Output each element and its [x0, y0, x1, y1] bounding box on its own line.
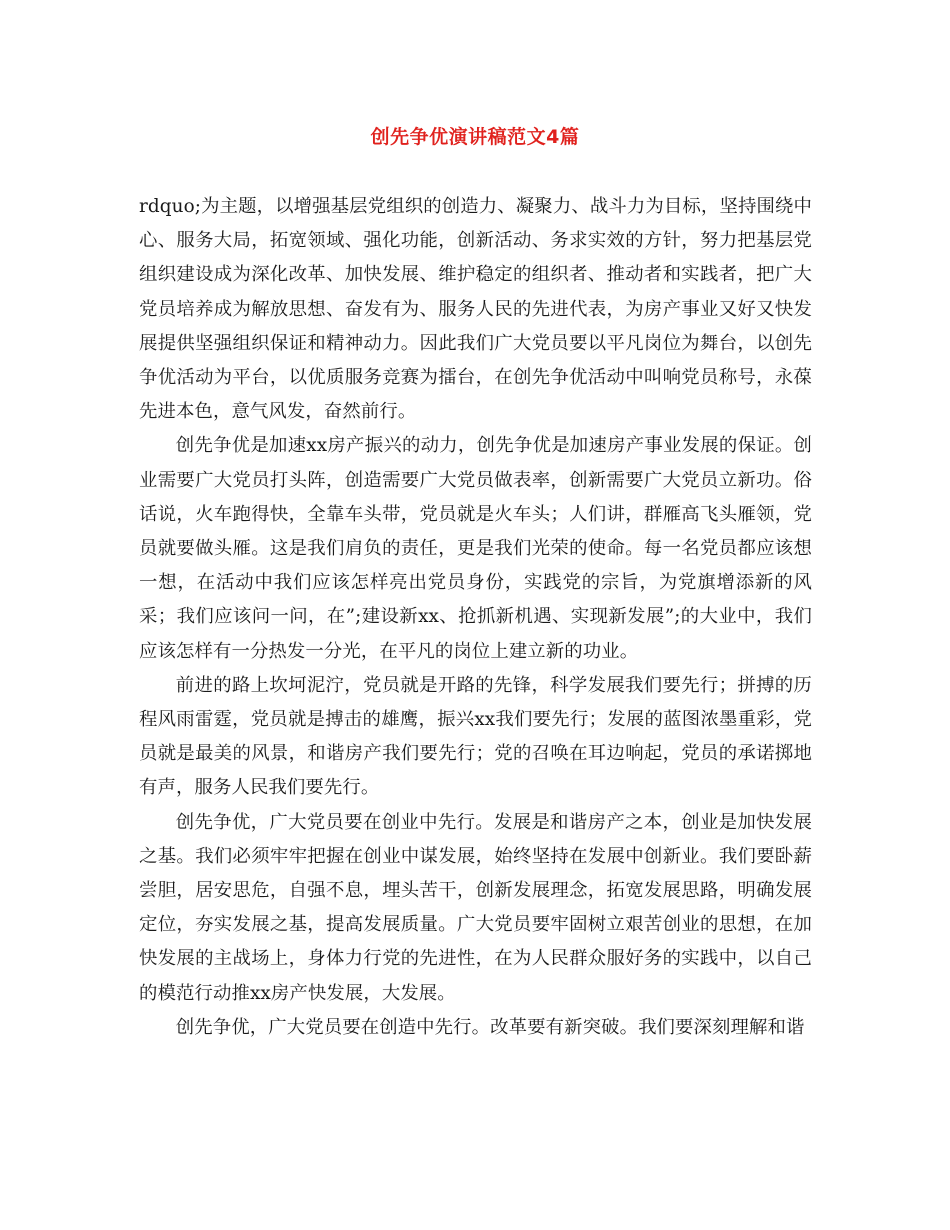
paragraph-4: 创先争优，广大党员要在创业中先行。发展是和谐房产之本，创业是加快发展之基。我们必须牢牢把握在创业中谋发展，始终坚持在发展中创新业。我们要卧薪尝胆，居安思危，自强不息，埋头苦干，创新发展理念，拓宽发展思路，明确发展定位，夯实发展之基，提高发展质量。广大党员要牢固树立艰苦创业的思想，在加快发展的主战场上，身体力行党的先进性，在为人民群众服好务的实践中，以自己的模范行动推xx房产快发展，大发展。 [139, 811, 812, 1004]
paragraph-5: 创先争优，广大党员要在创造中先行。改革要有新突破。我们要深刻理解和谐 [175, 1016, 805, 1038]
paragraph-3: 前进的路上坎坷泥泞，党员就是开路的先锋，科学发展我们要先行；拼搏的历程风雨雷霆，党员就是搏击的雄鹰，振兴xx我们要先行；发展的蓝图浓墨重彩，党员就是最美的风景，和谐房产我们要先行；党的召唤在耳边响起，党员的承诺掷地有声，服务人民我们要先行。 [139, 674, 812, 799]
document-title: 创先争优演讲稿范文4篇 [370, 126, 580, 148]
document-body [139, 190, 812, 1045]
paragraph-2: 创先争优是加速xx房产振兴的动力，创先争优是加速房产事业发展的保证。创业需要广大党员打头阵，创造需要广大党员做表率，创新需要广大党员立新功。俗话说，火车跑得快，全靠车头带，党员就是火车头；人们讲，群雁高飞头雁领，党员就要做头雁。这是我们肩负的责任，更是我们光荣的使命。每一名党员都应该想一想，在活动中我们应该怎样亮出党员身份，实践党的宗旨，为党旗增添新的风采；我们应该问一问，在”;建设新xx、抢抓新机遇、实现新发展”;的大业中，我们应该怎样有一分热发一分光，在平凡的岗位上建立新的功业。 [139, 435, 812, 662]
paragraph-1: rdquo;为主题，以增强基层党组织的创造力、凝聚力、战斗力为目标，坚持围绕中心、服务大局，拓宽领域、强化功能，创新活动、务求实效的方针，努力把基层党组织建设成为深化改革、加快发展、维护稳定的组织者、推动者和实践者，把广大党员培养成为解放思想、奋发有为、服务人民的先进代表，为房产事业又好又快发展提供坚强组织保证和精神动力。因此我们广大党员要以平凡岗位为舞台，以创先争优活动为平台，以优质服务竞赛为擂台，在创先争优活动中叫响党员称号，永葆先进本色，意气风发，奋然前行。 [139, 196, 812, 423]
